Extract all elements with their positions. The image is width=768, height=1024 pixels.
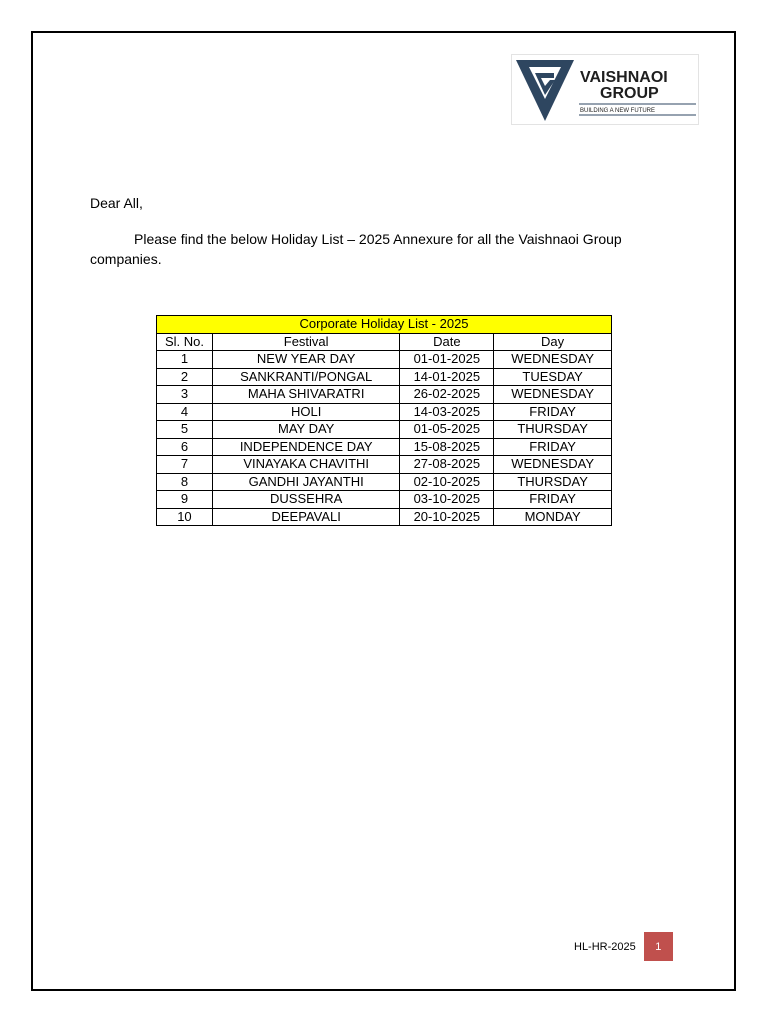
logo-graphic [512,55,700,126]
company-logo [511,54,699,125]
table-title: Corporate Holiday List - 2025 [157,316,612,334]
table-row [157,491,612,509]
cell-day: THURSDAY [494,473,612,491]
cell-day: TUESDAY [494,368,612,386]
cell-date: 02-10-2025 [400,473,494,491]
logo-line1: VAISHNAOI [580,69,668,86]
cell-day: WEDNESDAY [494,351,612,369]
document-code: HL-HR-2025 [574,940,636,953]
table-body [157,351,612,526]
cell-day: WEDNESDAY [494,386,612,404]
cell-sl-no: 3 [157,386,213,404]
cell-festival: MAHA SHIVARATRI [212,386,400,404]
cell-sl-no: 8 [157,473,213,491]
cell-festival: SANKRANTI/PONGAL [212,368,400,386]
cell-date: 01-01-2025 [400,351,494,369]
cell-festival: VINAYAKA CHAVITHI [212,456,400,474]
cell-day: WEDNESDAY [494,456,612,474]
cell-festival: GANDHI JAYANTHI [212,473,400,491]
cell-sl-no: 1 [157,351,213,369]
table-row [157,351,612,369]
table-row [157,386,612,404]
cell-sl-no: 4 [157,403,213,421]
cell-date: 15-08-2025 [400,438,494,456]
letter-greeting: Dear All, [90,195,143,211]
page-number-badge: 1 [644,932,673,961]
letter-body: Please find the below Holiday List – 2025 Annexure for all the Vaishnaoi Group companies. [90,231,622,267]
table-row [157,508,612,526]
cell-festival: INDEPENDENCE DAY [212,438,400,456]
cell-festival: HOLI [212,403,400,421]
header-date: Date [400,333,494,351]
table-row [157,368,612,386]
cell-date: 03-10-2025 [400,491,494,509]
header-day: Day [494,333,612,351]
header-sl-no: Sl. No. [157,333,213,351]
cell-sl-no: 5 [157,421,213,439]
table-row [157,403,612,421]
cell-date: 01-05-2025 [400,421,494,439]
cell-date: 26-02-2025 [400,386,494,404]
table-row [157,456,612,474]
cell-date: 14-01-2025 [400,368,494,386]
cell-festival: MAY DAY [212,421,400,439]
cell-date: 27-08-2025 [400,456,494,474]
cell-festival: DEEPAVALI [212,508,400,526]
cell-sl-no: 9 [157,491,213,509]
cell-festival: DUSSEHRA [212,491,400,509]
logo-tagline: BUILDING A NEW FUTURE [580,108,656,114]
table-row [157,421,612,439]
cell-sl-no: 6 [157,438,213,456]
holiday-table [156,315,612,526]
cell-sl-no: 2 [157,368,213,386]
cell-day: FRIDAY [494,438,612,456]
cell-festival: NEW YEAR DAY [212,351,400,369]
cell-day: FRIDAY [494,403,612,421]
cell-date: 14-03-2025 [400,403,494,421]
logo-line2: GROUP [600,85,659,102]
table-header-row [157,333,612,351]
table-title-row [157,316,612,334]
cell-sl-no: 7 [157,456,213,474]
table-row [157,438,612,456]
cell-day: THURSDAY [494,421,612,439]
cell-sl-no: 10 [157,508,213,526]
cell-day: MONDAY [494,508,612,526]
cell-day: FRIDAY [494,491,612,509]
page-footer [574,932,673,961]
cell-date: 20-10-2025 [400,508,494,526]
table-row [157,473,612,491]
header-festival: Festival [212,333,400,351]
